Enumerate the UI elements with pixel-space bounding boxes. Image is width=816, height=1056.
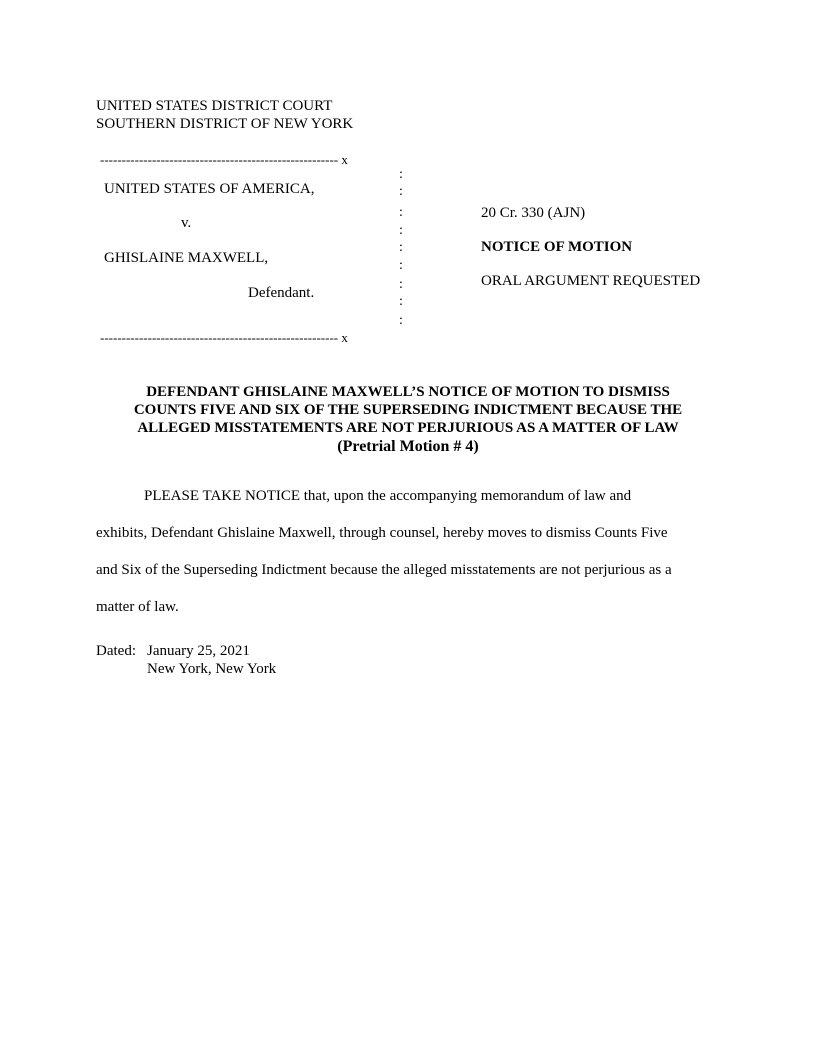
caption-colon: : [399,277,403,292]
dated-label: Dated: [96,643,136,659]
caption-colon: : [399,205,403,220]
motion-heading-line1: DEFENDANT GHISLAINE MAXWELL’S NOTICE OF MOTION TO DISMISS [146,384,670,400]
caption-colon: : [399,223,403,238]
notice-title: NOTICE OF MOTION [481,239,633,255]
motion-heading-subtitle: (Pretrial Motion # 4) [337,438,479,455]
dated-date: January 25, 2021 [147,643,250,659]
defendant-label: Defendant. [248,285,315,301]
notice-body-line3: and Six of the Superseding Indictment because the alleged misstatements are not perjurious as a [96,562,672,578]
dated-place: New York, New York [147,661,277,677]
caption-colon: : [399,184,403,199]
caption-colon-column [397,166,405,328]
court-name-line2: SOUTHERN DISTRICT OF NEW YORK [96,116,354,132]
oral-argument-note: ORAL ARGUMENT REQUESTED [481,273,701,289]
defendant-name: GHISLAINE MAXWELL, [104,250,269,266]
notice-body [96,478,720,626]
versus-label: v. [181,215,192,231]
caption-colon: : [399,294,403,309]
court-name-line1: UNITED STATES DISTRICT COURT [96,98,333,114]
case-number: 20 Cr. 330 (AJN) [481,205,586,221]
caption-bottom-rule: ------------------------------------------------------- x [100,330,348,345]
caption-colon: : [399,167,403,182]
plaintiff-name: UNITED STATES OF AMERICA, [104,181,315,197]
motion-heading-line2: COUNTS FIVE AND SIX OF THE SUPERSEDING INDICTMENT BECAUSE THE [133,402,683,418]
notice-body-line4: matter of law. [96,599,179,615]
notice-body-line1: PLEASE TAKE NOTICE that, upon the accompanying memorandum of law and [144,488,632,504]
motion-heading [96,383,720,457]
caption-colon: : [399,240,403,255]
caption-top-rule: ------------------------------------------------------- x [100,152,348,167]
motion-heading-line3: ALLEGED MISSTATEMENTS ARE NOT PERJURIOUS AS A MATTER OF LAW [137,420,679,436]
caption-colon: : [399,313,403,328]
caption-colon: : [399,258,403,273]
notice-body-line2: exhibits, Defendant Ghislaine Maxwell, through counsel, hereby moves to dismiss Counts Five [96,525,668,541]
